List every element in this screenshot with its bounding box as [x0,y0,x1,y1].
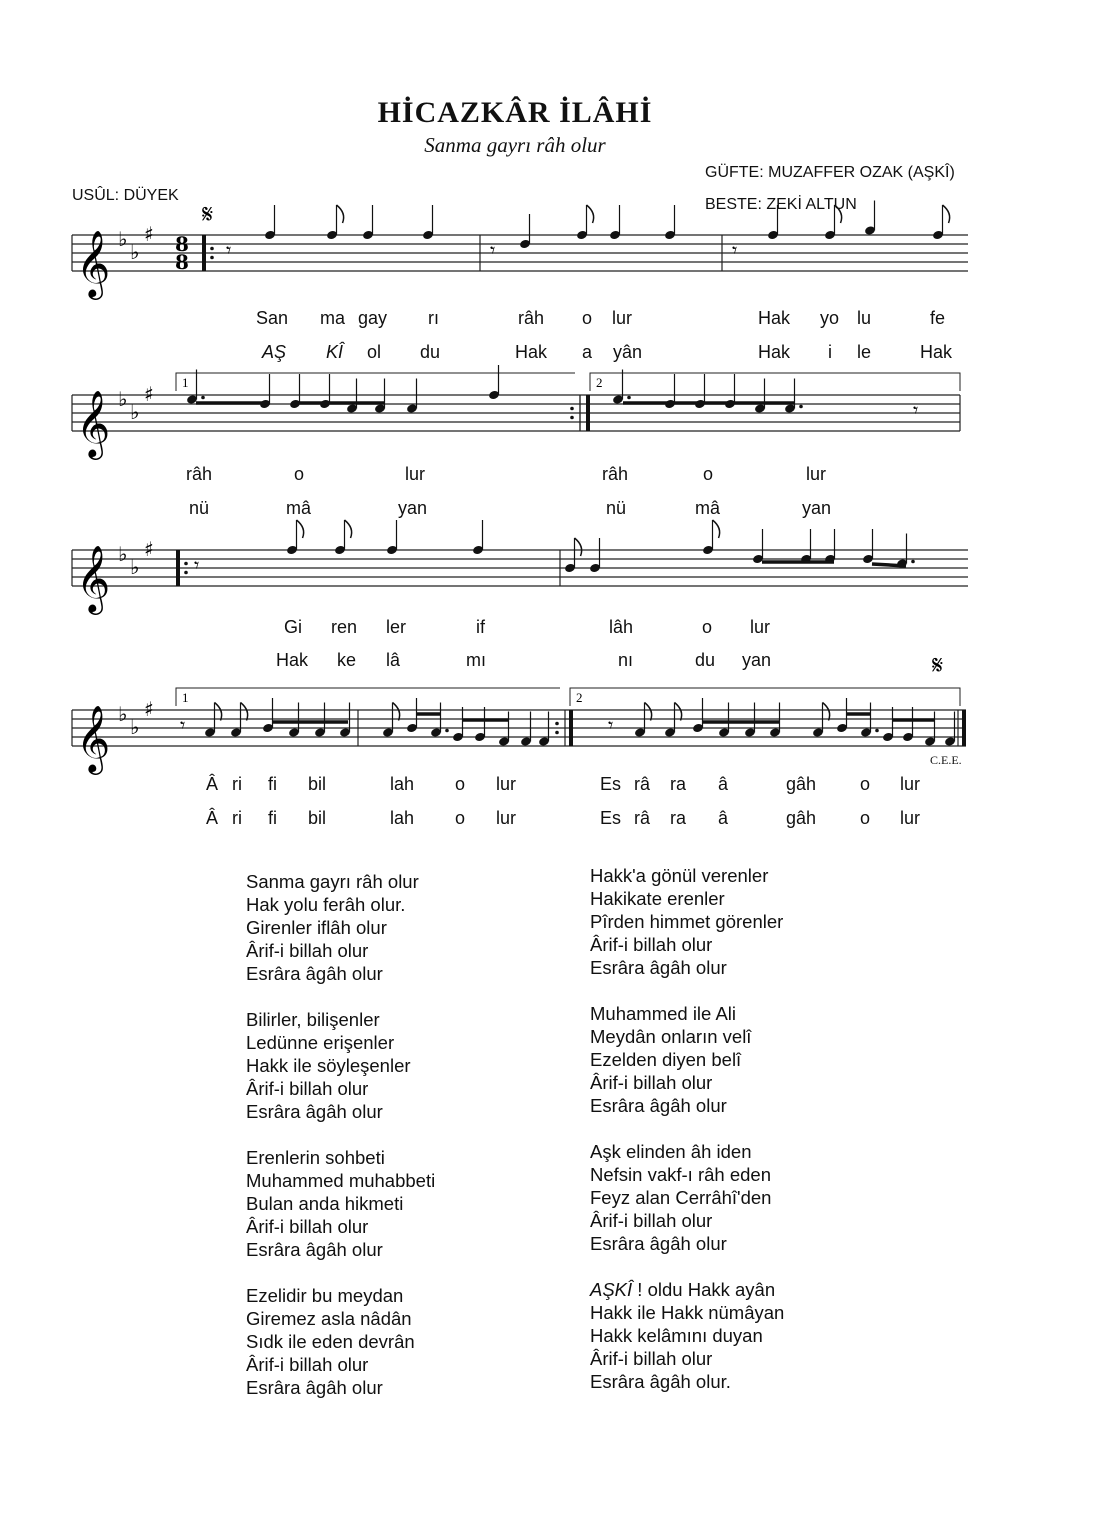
lyric-syllable: yan [802,498,832,518]
lyric-syllable: Hak [920,342,953,362]
lyric-syllable: mı [466,650,486,670]
note-dot [875,729,879,733]
lyric-syllable: San [256,308,289,328]
note-dot [445,729,449,733]
note-flag [215,703,222,721]
verse-line: Hakk kelâmını duyan [590,1325,763,1346]
page-subtitle: Sanma gayrı râh olur [424,133,606,157]
treble-clef: 𝄞 [76,544,111,612]
lyric-syllable: lu [857,308,872,328]
lyric-syllable: fi [268,774,277,794]
verse-line [590,1278,784,1301]
note-dot [911,560,915,564]
lyric-syllable: ra [670,808,687,828]
lyric-syllable: â [718,808,729,828]
verse-stanza [246,1146,435,1261]
volta-bracket [176,373,575,391]
usul-label: USÛL: DÜYEK [72,187,179,204]
time-signature-digit: 8 [175,250,189,274]
verse-line: Ârif-i billah olur [590,934,713,955]
key-accidental: ♭ [118,227,128,251]
verse-stanza [590,864,784,979]
key-accidental: ♯ [144,222,154,246]
lyric-syllable: ma [320,308,346,328]
key-accidental: ♯ [144,382,154,406]
lyric-syllable: Â [206,774,219,794]
verse-line: Bulan anda hikmeti [246,1193,404,1214]
lyric-syllable: ke [337,650,357,670]
key-accidental: ♭ [130,555,140,579]
staff-system-2 [70,365,970,465]
lyric-syllable: du [695,650,716,670]
note-flag [713,520,720,538]
lyric-syllable: o [455,808,466,828]
repeat-dot [570,407,574,411]
note-flag [297,520,304,538]
verse-column-right [590,864,784,1416]
note-dot [201,396,205,400]
lyric-syllable: fe [930,308,946,328]
treble-clef: 𝄞 [76,229,111,297]
verse-line: Sıdk ile eden devrân [246,1331,415,1352]
lyric-syllable: i [828,342,832,362]
rest: 𝄾 [608,713,614,737]
lyric-syllable: Hak [758,308,791,328]
engraver-mark: C.E.E. [930,753,962,767]
lyricist-credit: GÜFTE: MUZAFFER OZAK (AŞKÎ) [705,164,955,181]
lyric-syllable: Es [600,774,622,794]
lyric-syllable: ra [670,774,687,794]
verse-stanza [590,1002,784,1117]
lyric-syllable: bil [308,808,327,828]
lyric-syllable: KÎ [326,342,344,362]
verse-line: Hakk ile söyleşenler [246,1055,411,1076]
lyric-syllable: râh [602,464,629,484]
note-flag [645,703,652,721]
key-accidental: ♭ [118,387,128,411]
lyric-syllable: mâ [286,498,312,518]
volta-number: 2 [576,690,583,705]
lyric-syllable: ri [232,774,242,794]
repeat-dot [210,256,214,260]
lyric-syllable: if [476,617,485,637]
lyric-syllable: o [455,774,466,794]
note-flag [575,538,582,556]
treble-clef: 𝄞 [76,704,111,772]
verse-line: Aşk elinden âh iden [590,1141,752,1162]
lyric-syllable: du [420,342,441,362]
lyric-syllable: Gi [284,617,302,637]
verse-line: Erenlerin sohbeti [246,1147,385,1168]
lyric-syllable: fi [268,808,277,828]
volta-number: 2 [596,375,603,390]
composer-credit: BESTE: ZEKİ ALTUN [705,196,857,213]
verse-line: Hak yolu ferâh olur. [246,894,406,915]
lyric-syllable: o [294,464,305,484]
rest: 𝄾 [180,713,186,737]
lyric-syllable: bil [308,774,327,794]
repeat-start-thick [569,710,573,746]
lyric-syllable: o [703,464,714,484]
rest: 𝄾 [913,398,919,422]
verse-line: Girenler iflâh olur [246,917,387,938]
verse-line: Ârif-i billah olur [590,1072,713,1093]
note-flag [835,205,842,223]
rest: 𝄾 [194,553,200,577]
note-dot [799,405,803,409]
verse-line: Ârif-i billah olur [246,1216,369,1237]
lyric-syllable: lur [900,808,921,828]
lyric-syllable: yan [398,498,428,518]
volta-bracket [590,373,960,391]
rest: 𝄾 [226,238,232,262]
note-flag [337,205,344,223]
lyric-syllable: râh [186,464,213,484]
repeat-dot [184,562,188,566]
verse-stanza [590,1278,784,1393]
segno-sign: 𝄋 [932,651,944,681]
verse-line: Hakk'a gönül verenler [590,865,769,886]
lyric-syllable: a [582,342,593,362]
verse-line: Nefsin vakf-ı râh eden [590,1164,771,1185]
verse-line: Pîrden himmet görenler [590,911,784,932]
volta-bracket [176,688,560,706]
final-thick-bar [962,710,966,746]
lyric-syllable: yân [613,342,643,362]
lyric-syllable: Hak [276,650,309,670]
lyric-syllable: gâh [786,808,817,828]
key-accidental: ♯ [144,697,154,721]
repeat-dot [570,416,574,420]
lyric-syllable: o [860,808,871,828]
verse-line: Esrâra âgâh olur [590,1233,727,1254]
verse-stanza [590,1140,784,1255]
lyric-syllable: Â [206,808,219,828]
verse-line: Muhammed muhabbeti [246,1170,436,1191]
lyric-syllable: Hak [758,342,791,362]
key-accidental: ♭ [130,715,140,739]
time-signature-digit: 8 [175,232,189,256]
verse-line: Hakk ile Hakk nümâyan [590,1302,785,1323]
verse-line: Esrâra âgâh olur [590,1095,727,1116]
verse-line: Esrâra âgâh olur [246,1239,383,1260]
volta-bracket [570,688,960,706]
repeat-dot [184,571,188,575]
note-flag [675,703,682,721]
lyric-syllable: o [702,617,713,637]
lyric-syllable: ol [367,342,382,362]
lyric-syllable: yo [820,308,840,328]
lyric-syllable: lâh [609,617,634,637]
volta-number: 1 [182,375,189,390]
verse-line: Ezelidir bu meydan [246,1285,404,1306]
verse-line-text: ! oldu Hakk ayân [632,1279,776,1300]
repeat-dot [555,731,559,735]
lyric-syllable: mâ [695,498,721,518]
verse-stanza [246,1284,435,1399]
verse-line: Ârif-i billah olur [246,1354,369,1375]
note-dot [627,396,631,400]
verse-line: Giremez asla nâdân [246,1308,412,1329]
key-accidental: ♭ [130,240,140,264]
verse-line: Esrâra âgâh olur [246,963,383,984]
key-accidental: ♭ [118,542,128,566]
segno-sign: 𝄋 [202,200,214,230]
verse-line: Esrâra âgâh olur [246,1101,383,1122]
lyric-syllable: o [860,774,871,794]
lyric-syllable: lur [900,774,921,794]
note-flag [587,205,594,223]
lyric-syllable: gay [358,308,388,328]
verse-line: Esrâra âgâh olur. [590,1371,731,1392]
key-accidental: ♭ [130,400,140,424]
lyric-syllable: lur [750,617,771,637]
note-flag [823,703,830,721]
lyric-syllable: nı [618,650,634,670]
lyric-syllable: â [718,774,729,794]
key-accidental: ♯ [144,537,154,561]
verse-line: Muhammed ile Ali [590,1003,737,1024]
lyric-syllable: râ [634,774,651,794]
lyric-syllable: râh [518,308,545,328]
lyric-syllable: lur [612,308,633,328]
lyric-syllable: lur [405,464,426,484]
lyric-syllable: lah [390,808,415,828]
note-flag [241,703,248,721]
rest: 𝄾 [490,238,496,262]
note-flag [943,205,950,223]
lyric-syllable: nü [606,498,627,518]
lyric-syllable: le [857,342,872,362]
staff-system-3 [70,520,970,620]
verse-line: Ledünne erişenler [246,1032,395,1053]
lyric-syllable: nü [189,498,210,518]
rest: 𝄾 [732,238,738,262]
page-title: HİCAZKÂR İLÂHİ [377,96,653,129]
note-flag [345,520,352,538]
lyric-syllable: Hak [515,342,548,362]
verse-line: Ârif-i billah olur [590,1348,713,1369]
lyric-syllable: AŞ [262,342,287,362]
repeat-dot [555,722,559,726]
verse-line: Meydân onların velî [590,1026,752,1047]
note-flag [393,703,400,721]
lyric-syllable: lur [496,774,517,794]
lyric-syllable: o [582,308,593,328]
lyric-syllable: lah [390,774,415,794]
verse-line: Ârif-i billah olur [246,1078,369,1099]
lyric-syllable: râ [634,808,651,828]
verse-line: Ârif-i billah olur [590,1210,713,1231]
lyric-syllable: rı [428,308,439,328]
lyric-syllable: Es [600,808,622,828]
repeat-start-thick [586,395,590,431]
verse-line: Bilirler, bilişenler [246,1009,380,1030]
lyric-syllable: ren [331,617,358,637]
volta-number: 1 [182,690,189,705]
repeat-start-thick [176,550,180,586]
repeat-start-thick [202,235,206,271]
verse-line: Esrâra âgâh olur [590,957,727,978]
verse-stanza [246,1008,435,1123]
verse-line: Sanma gayrı râh olur [246,871,419,892]
treble-clef: 𝄞 [76,389,111,457]
verse-line: Esrâra âgâh olur [246,1377,383,1398]
note-beam [872,564,906,566]
verse-line: Ezelden diyen belî [590,1049,742,1070]
lyric-syllable: lâ [386,650,401,670]
lyric-syllable: yan [742,650,772,670]
lyric-syllable: lur [806,464,827,484]
lyric-syllable: lur [496,808,517,828]
key-accidental: ♭ [118,702,128,726]
lyric-syllable: gâh [786,774,817,794]
verse-line: Ârif-i billah olur [246,940,369,961]
lyric-syllable: ler [386,617,407,637]
lyric-syllable: ri [232,808,242,828]
verse-line: Hakikate erenler [590,888,725,909]
verse-column-left [246,870,435,1422]
verse-stanza [246,870,435,985]
verse-pen-name: AŞKÎ [590,1279,633,1300]
verse-line: Feyz alan Cerrâhî'den [590,1187,772,1208]
repeat-dot [210,247,214,251]
